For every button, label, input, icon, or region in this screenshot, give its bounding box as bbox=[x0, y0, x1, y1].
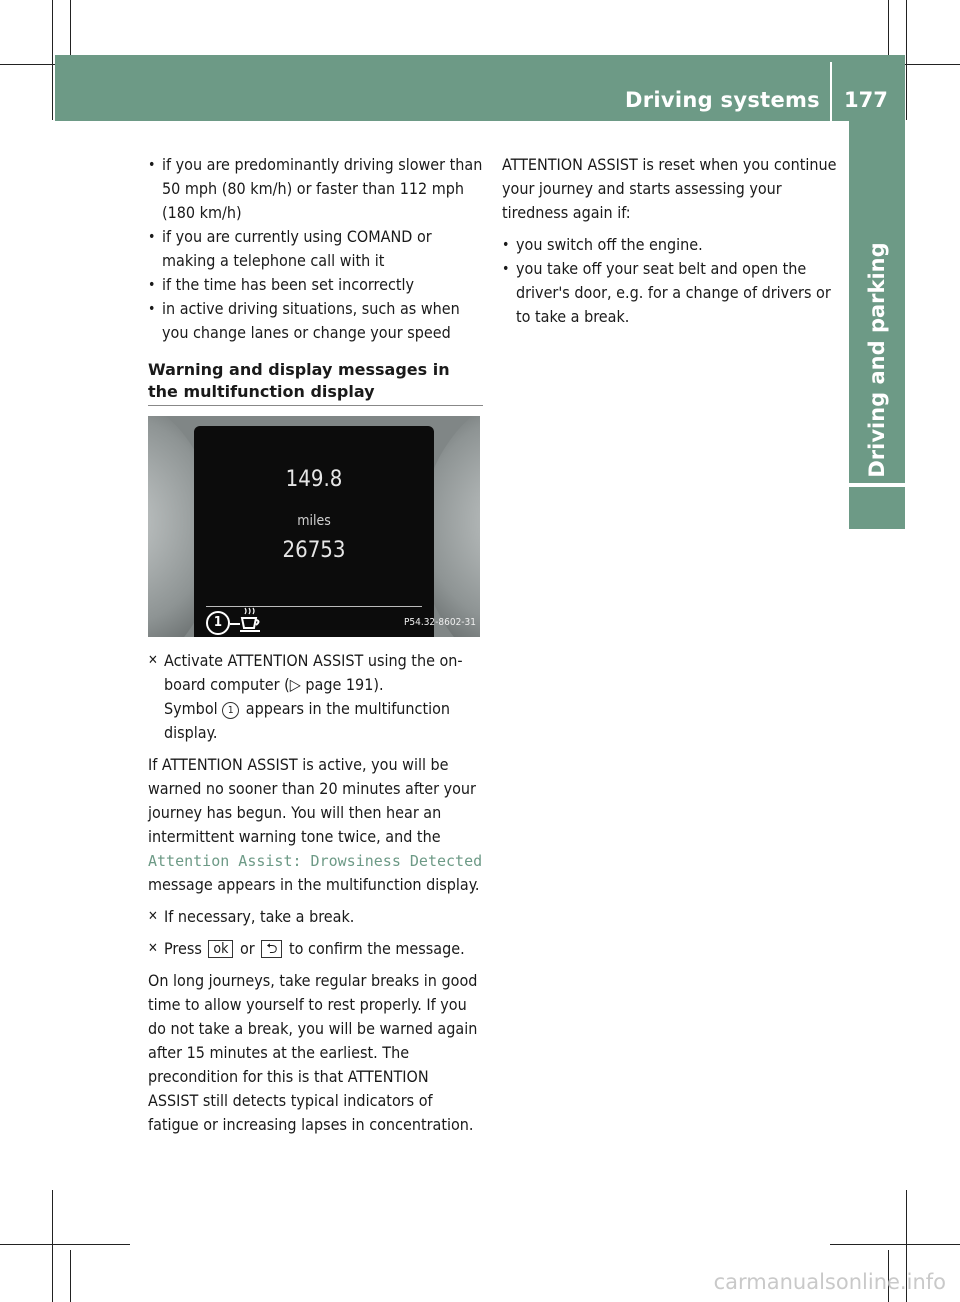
instruction-step: ✕ Activate ATTENTION ASSIST using the on-board computer (▷ page 191). Symbol 1 appears in the multifunction display. bbox=[148, 651, 463, 742]
callout-marker: 1 bbox=[222, 702, 239, 719]
figure-code: P54.32-8602-31 bbox=[403, 617, 476, 628]
left-column bbox=[148, 153, 483, 1145]
crop-mark bbox=[830, 1244, 960, 1245]
list-item: • if you are currently using COMAND or making a telephone call with it bbox=[148, 227, 432, 270]
page-number: 177 bbox=[844, 88, 888, 112]
paragraph: ATTENTION ASSIST is reset when you continue your journey and starts assessing your tiredness again if: bbox=[502, 155, 837, 222]
bullet-marker: • bbox=[148, 229, 156, 245]
crop-mark bbox=[70, 1250, 71, 1302]
chapter-tab-label: Driving and parking bbox=[865, 242, 889, 478]
crop-mark bbox=[888, 0, 889, 60]
display-message: Attention Assist: Drowsiness Detected bbox=[148, 852, 483, 870]
back-key-icon: ⮌ bbox=[261, 940, 282, 958]
bullet-marker: • bbox=[148, 157, 156, 173]
header-divider bbox=[830, 62, 832, 121]
crop-mark bbox=[0, 1244, 130, 1245]
right-column bbox=[502, 153, 837, 329]
section-heading: Warning and display messages in the multifunction display bbox=[148, 359, 483, 406]
paragraph: If ATTENTION ASSIST is active, you will be warned no sooner than 20 minutes after your journey has begun. You will then hear an intermittent warning tone twice, and the Attention Assist: Drowsiness Detected message appears in the multifunction display. bbox=[148, 755, 483, 894]
step-arrow-icon: ✕ bbox=[148, 941, 158, 956]
coffee-cup-icon bbox=[230, 604, 270, 634]
list-item: • you switch off the engine. bbox=[502, 233, 837, 257]
callout-marker: 1 bbox=[206, 611, 230, 635]
instruction-step: ✕ Press ok or ⮌ to confirm the message. bbox=[148, 937, 483, 961]
odometer-value: 26753 bbox=[282, 538, 346, 563]
list-item: • if you are predominantly driving slower than 50 mph (80 km/h) or faster than 112 mph (180 km/h) bbox=[148, 155, 483, 222]
chapter-tab-block bbox=[849, 487, 905, 529]
step-arrow-icon: ✕ bbox=[148, 653, 158, 668]
crop-mark bbox=[70, 0, 71, 60]
paragraph: On long journeys, take regular breaks in good time to allow yourself to rest properly. If you do not take a break, you will be warned again after 15 minutes at the earliest. The precondition for this is that ATTENTION ASSIST still detects typical indicators of fatigue or increasing lapses in concentration. bbox=[148, 971, 478, 1134]
ok-key-icon: ok bbox=[208, 940, 233, 958]
crop-mark bbox=[906, 0, 907, 120]
trip-unit: miles bbox=[297, 513, 331, 529]
watermark: carmanualsonline.info bbox=[713, 1270, 946, 1294]
trip-value: 149.8 bbox=[285, 467, 343, 492]
list-item: • in active driving situations, such as when you change lanes or change your speed bbox=[148, 299, 460, 342]
bullet-marker: • bbox=[148, 277, 156, 293]
display-screen bbox=[194, 426, 434, 637]
step-arrow-icon: ✕ bbox=[148, 909, 158, 924]
bullet-marker: • bbox=[148, 301, 156, 317]
bullet-marker: • bbox=[502, 261, 510, 277]
list-item: • you take off your seat belt and open the driver's door, e.g. for a change of drivers or to take a break. bbox=[502, 259, 831, 326]
page-ref-arrow: ▷ bbox=[289, 675, 301, 694]
crop-mark bbox=[52, 1190, 53, 1302]
crop-mark bbox=[52, 0, 53, 120]
list-item: • if the time has been set incorrectly bbox=[148, 273, 483, 297]
bullet-marker: • bbox=[502, 237, 510, 253]
multifunction-display-figure bbox=[148, 416, 480, 637]
instruction-step: ✕ If necessary, take a break. bbox=[148, 905, 483, 929]
section-title: Driving systems bbox=[624, 88, 820, 112]
